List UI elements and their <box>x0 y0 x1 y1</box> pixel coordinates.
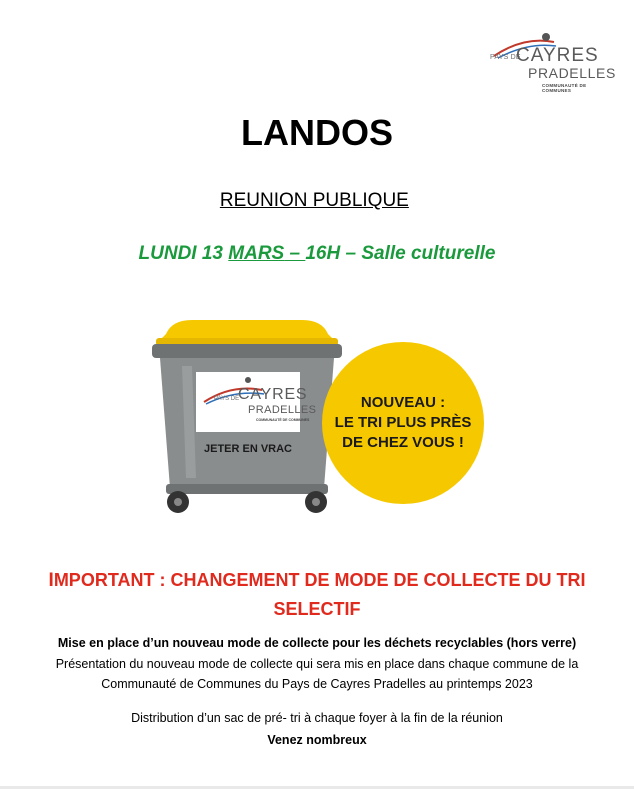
date-part1: LUNDI 13 <box>138 243 229 264</box>
bin-icon <box>152 318 342 516</box>
date-part3: 16H – Salle culturelle <box>305 243 496 264</box>
bin-logo-cc: COMMUNAUTÉ DE COMMUNES <box>256 418 310 422</box>
logo-pays-text: PAYS DE <box>490 54 521 61</box>
paragraph-distribution: Distribution d’un sac de pré- tri à chaque foyer à la fin de la réunion <box>131 711 503 725</box>
logo-pradelles-text: PRADELLES <box>528 65 616 81</box>
important-line1 <box>0 566 634 595</box>
paragraph-presentation <box>0 654 634 694</box>
cayres-pradelles-logo <box>484 32 616 94</box>
bin-label: JETER EN VRAC <box>203 443 293 455</box>
logo-cayres-text: CAYRES <box>516 45 599 66</box>
paragraph-collection: Mise en place d’un nouveau mode de collecte pour les déchets recyclables (hors verre) <box>57 636 577 650</box>
badge-line2: LE TRI PLUS PRÈS <box>334 414 472 431</box>
presentation-line2: Communauté de Communes du Pays de Cayres Pradelles au printemps 2023 <box>101 677 533 691</box>
important-line1-text: MPORTANT : CHANGEMENT DE MODE DE COLLECTE DU TRI <box>53 570 586 590</box>
waste-bin-illustration <box>152 318 342 516</box>
page-title: LANDOS <box>241 112 393 153</box>
presentation-line1: Présentation du nouveau mode de collecte qui sera mis en place dans chaque commune de la <box>55 657 579 671</box>
bin-logo-pays: PAYS DE <box>214 396 240 402</box>
date-dash: – <box>284 243 306 264</box>
event-date <box>0 243 634 265</box>
badge-line1: NOUVEAU : <box>360 394 446 411</box>
important-notice <box>0 566 634 624</box>
badge-line3: DE CHEZ VOUS ! <box>342 434 464 451</box>
logo-cc-text: COMMUNAUTÉ DE COMMUNES <box>542 83 587 93</box>
date-month: MARS <box>228 243 285 264</box>
important-first-letter: I <box>48 570 54 591</box>
bin-logo-pradelles: PRADELLES <box>248 404 317 416</box>
new-sorting-badge <box>322 342 484 504</box>
subtitle-text: REUNION PUBLIQUE <box>219 190 409 211</box>
paragraph-invitation: Venez nombreux <box>267 733 367 747</box>
bin-logo-cayres: CAYRES <box>238 386 308 403</box>
subtitle <box>0 190 634 212</box>
important-line2: SELECTIF <box>273 599 361 619</box>
